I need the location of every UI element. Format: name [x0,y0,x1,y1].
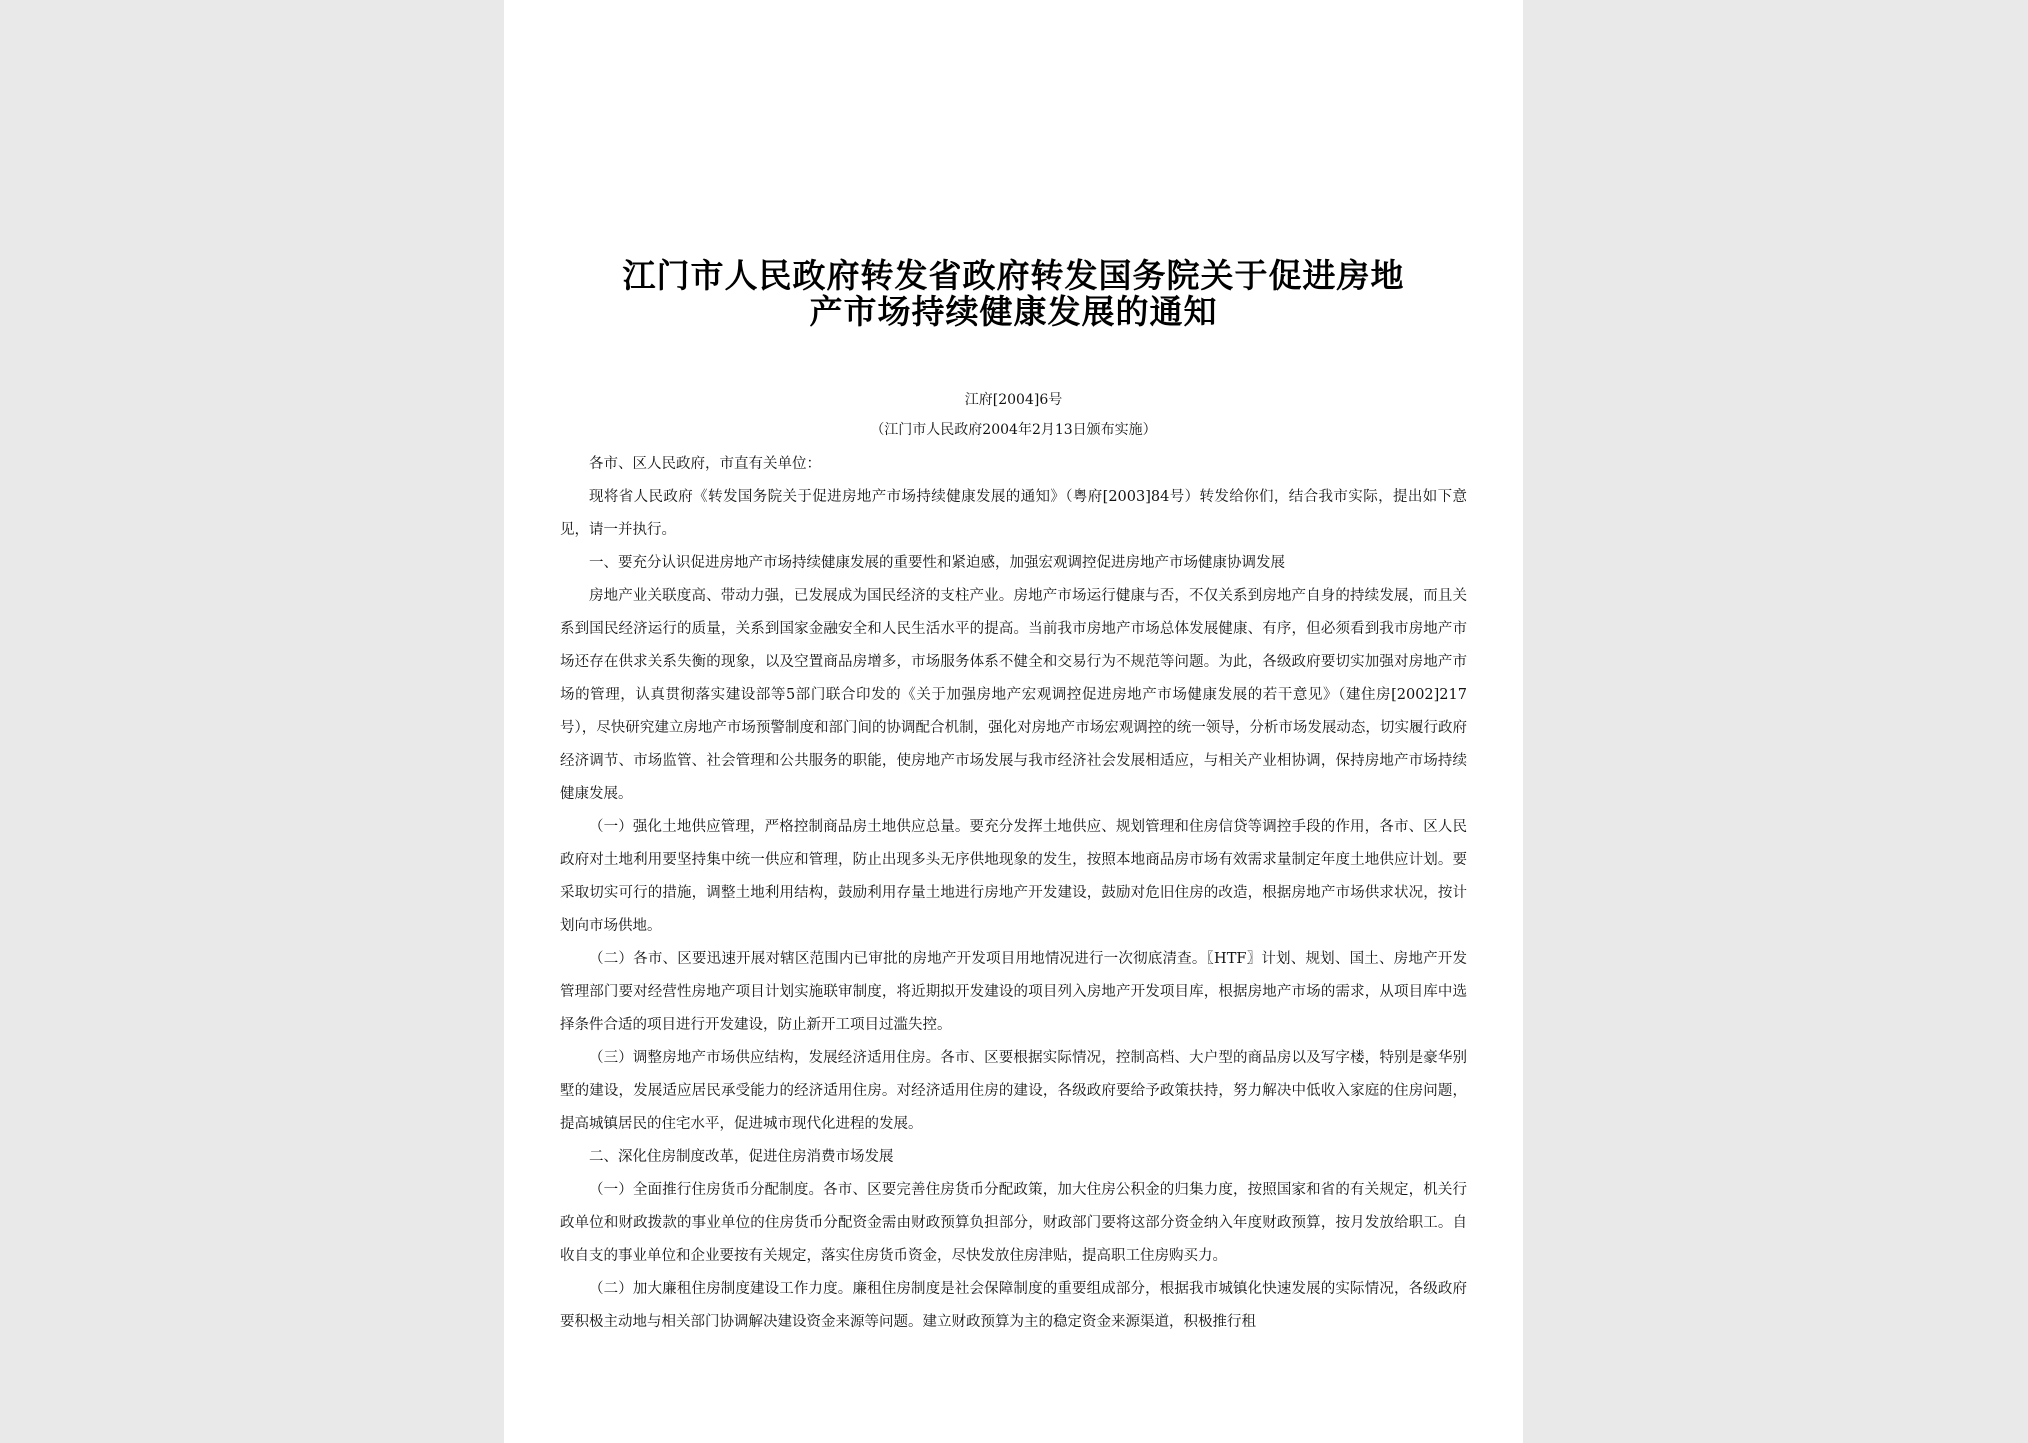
section-heading: 一、要充分认识促进房地产市场持续健康发展的重要性和紧迫感，加强宏观调控促进房地产市场健康协调发展 [589,555,1285,571]
paragraph: （一）强化土地供应管理，严格控制商品房土地供应总量。要充分发挥土地供应、规划管理和住房信贷等调控手段的作用，各市、区人民政府对土地利用要坚持集中统一供应和管理，防止出现多头无序供地现象的发生，按照本地商品房市场有效需求量制定年度土地供应计划。要采取切实可行的措施，调整土地利用结构，鼓励利用存量土地进行房地产开发建设，鼓励对危旧住房的改造，根据房地产市场供求状况，按计划向市场供地。 [560,819,1467,934]
addressee: 各市、区人民政府，市直有关单位： [589,456,821,472]
title-line-1: 江门市人民政府转发省政府转发国务院关于促进房地 [622,256,1405,295]
document-number: 江府[2004]6号 [964,392,1063,408]
section-heading: 二、深化住房制度改革，促进住房消费市场发展 [589,1149,894,1165]
title-line-2: 产市场持续健康发展的通知 [809,292,1218,331]
paragraph: （三）调整房地产市场供应结构，发展经济适用住房。各市、区要根据实际情况，控制高档、大户型的商品房以及写字楼，特别是豪华别墅的建设，发展适应居民承受能力的经济适用住房。对经济适用住房的建设，各级政府要给予政策扶持，努力解决中低收入家庭的住房问题，提高城镇居民的住宅水平，促进城市现代化进程的发展。 [560,1050,1467,1132]
document-page [504,0,1523,1443]
document-title [560,258,1467,330]
paragraph: （二）加大廉租住房制度建设工作力度。廉租住房制度是社会保障制度的重要组成部分，根据我市城镇化快速发展的实际情况，各级政府要积极主动地与相关部门协调解决建设资金来源等问题。建立财政预算为主的稳定资金来源渠道，积极推行租 [560,1281,1467,1330]
paragraph: 现将省人民政府《转发国务院关于促进房地产市场持续健康发展的通知》（粤府[2003]84号）转发给你们，结合我市实际，提出如下意见，请一并执行。 [560,489,1467,538]
paragraph: （二）各市、区要迅速开展对辖区范围内已审批的房地产开发项目用地情况进行一次彻底清查。〖HTF〗计划、规划、国土、房地产开发管理部门要对经营性房地产项目计划实施联审制度，将近期拟开发建设的项目列入房地产开发项目库，根据房地产市场的需求，从项目库中选择条件合适的项目进行开发建设，防止新开工项目过滥失控。 [560,951,1467,1033]
issue-note: （江门市人民政府2004年2月13日颁布实施） [870,422,1157,438]
paragraph: 房地产业关联度高、带动力强，已发展成为国民经济的支柱产业。房地产市场运行健康与否，不仅关系到房地产自身的持续发展，而且关系到国民经济运行的质量，关系到国家金融安全和人民生活水平的提高。当前我市房地产市场总体发展健康、有序，但必须看到我市房地产市场还存在供求关系失衡的现象，以及空置商品房增多，市场服务体系不健全和交易行为不规范等问题。为此，各级政府要切实加强对房地产市场的管理，认真贯彻落实建设部等5部门联合印发的《关于加强房地产宏观调控促进房地产市场健康发展的若干意见》（建住房[2002]217号），尽快研究建立房地产市场预警制度和部门间的协调配合机制，强化对房地产市场宏观调控的统一领导，分析市场发展动态，切实履行政府经济调节、市场监管、社会管理和公共服务的职能，使房地产市场发展与我市经济社会发展相适应，与相关产业相协调，保持房地产市场持续健康发展。 [560,588,1467,802]
paragraph: （一）全面推行住房货币分配制度。各市、区要完善住房货币分配政策，加大住房公积金的归集力度，按照国家和省的有关规定，机关行政单位和财政拨款的事业单位的住房货币分配资金需由财政预算负担部分，财政部门要将这部分资金纳入年度财政预算，按月发放给职工。自收自支的事业单位和企业要按有关规定，落实住房货币资金，尽快发放住房津贴，提高职工住房购买力。 [560,1182,1467,1264]
